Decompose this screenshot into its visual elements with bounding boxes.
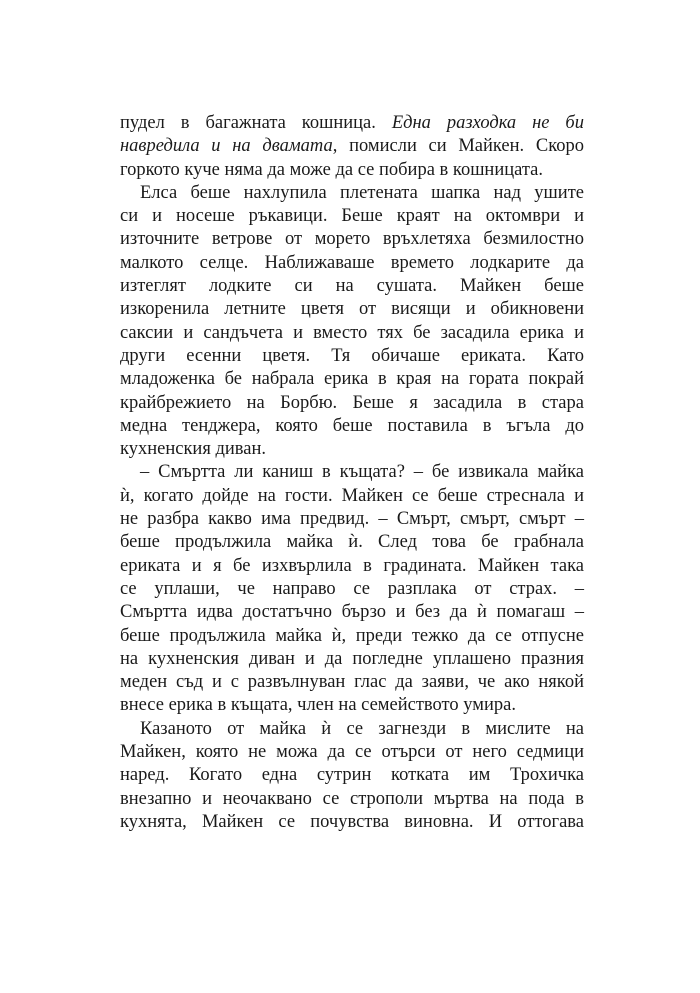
text-line xyxy=(120,228,584,251)
text-line xyxy=(120,368,584,391)
text-line xyxy=(120,788,584,811)
text-line xyxy=(120,205,584,228)
text-segment: пудел в багажната кошница. xyxy=(120,113,392,133)
text-line xyxy=(120,694,584,717)
text-line xyxy=(120,461,584,484)
text-segment: ериката и я бе изхвърлила в градината. Майкен така xyxy=(120,555,584,576)
text-segment: саксии и сандъчета и вместо тях бе засадила ерика и xyxy=(120,322,584,343)
text-segment: Елса беше нахлупила плетената шапка над ушите xyxy=(140,182,584,203)
text-line xyxy=(120,764,584,787)
text-segment: внесе ерика в къщата, член на семейството умира. xyxy=(120,695,516,716)
text-segment: се уплаши, че направо се разплака от страх. – xyxy=(120,578,584,599)
text-segment: наред. Когато една сутрин котката им Трохичка xyxy=(120,765,584,786)
text-segment: медна тенджера, която беше поставила в ъгъла до xyxy=(120,415,584,436)
text-segment: внезапно и неочаквано се строполи мъртва на пода в xyxy=(120,788,584,809)
text-segment: , помисли си Майкен. Скоро xyxy=(332,136,584,157)
text-line xyxy=(120,252,584,275)
text-segment: ѝ, когато дойде на гости. Майкен се беше стреснала и xyxy=(120,485,584,506)
text-segment: меден съд и с развълнуван глас да заяви, че ако някой xyxy=(120,672,584,693)
text-line xyxy=(120,625,584,648)
text-line xyxy=(120,182,584,205)
text-line xyxy=(120,671,584,694)
text-segment: – Смъртта ли каниш в къщата? – бе извикала майка xyxy=(140,462,584,483)
text-line xyxy=(120,135,584,158)
text-segment: беше продължила майка ѝ. След това бе грабнала xyxy=(120,532,584,553)
text-segment: източните ветрове от морето връхлетяха безмилостно xyxy=(120,229,584,250)
text-line xyxy=(120,508,584,531)
text-segment: на кухненския диван и да погледне уплашено празния xyxy=(120,648,584,669)
text-segment: кухнята, Майкен се почувства виновна. И оттогава xyxy=(120,811,584,832)
text-line xyxy=(120,485,584,508)
text-line xyxy=(120,275,584,298)
text-segment: горкото куче няма да може да се побира в кошницата. xyxy=(120,159,544,180)
text-line xyxy=(120,555,584,578)
text-line xyxy=(120,392,584,415)
text-line xyxy=(120,718,584,741)
text-segment: други есенни цветя. Тя обичаше ериката. Като xyxy=(120,345,584,366)
text-line xyxy=(120,438,584,461)
text-line xyxy=(120,298,584,321)
italic-text-segment: навредила и на двамата xyxy=(120,136,333,157)
text-segment: не разбра какво има предвид. – Смърт, смърт, смърт – xyxy=(120,509,584,530)
text-segment: крайбрежието на Борбю. Беше я засадила в стара xyxy=(120,392,584,413)
text-segment: Казаното от майка ѝ се загнезди в мислите на xyxy=(140,718,584,739)
italic-text-segment: Една разходка не би xyxy=(391,113,584,133)
text-segment: Смъртта идва достатъчно бързо и без да ѝ помагаш – xyxy=(120,602,584,623)
text-line xyxy=(120,601,584,624)
text-segment: малкото селце. Наближаваше времето лодкарите да xyxy=(120,252,584,273)
text-line xyxy=(120,578,584,601)
text-segment: младоженка бе набрала ерика в края на гората покрай xyxy=(120,369,584,390)
text-line xyxy=(120,322,584,345)
text-segment: изтеглят лодките си на сушата. Майкен беше xyxy=(120,276,584,297)
text-segment: беше продължила майка ѝ, преди тежко да се отпусне xyxy=(120,625,584,646)
text-line xyxy=(120,112,584,135)
text-line xyxy=(120,648,584,671)
text-line xyxy=(120,531,584,554)
text-segment: си и носеше ръкавици. Беше краят на октомври и xyxy=(120,206,584,227)
text-line xyxy=(120,741,584,764)
page-text-block xyxy=(120,112,584,834)
text-line xyxy=(120,415,584,438)
text-segment: кухненския диван. xyxy=(120,439,267,460)
text-segment: Майкен, която не можа да се отърси от него седмици xyxy=(120,742,584,763)
text-line xyxy=(120,159,584,182)
text-line xyxy=(120,345,584,368)
text-line xyxy=(120,811,584,834)
text-segment: изкоренила летните цветя от висящи и обикновени xyxy=(120,299,584,320)
